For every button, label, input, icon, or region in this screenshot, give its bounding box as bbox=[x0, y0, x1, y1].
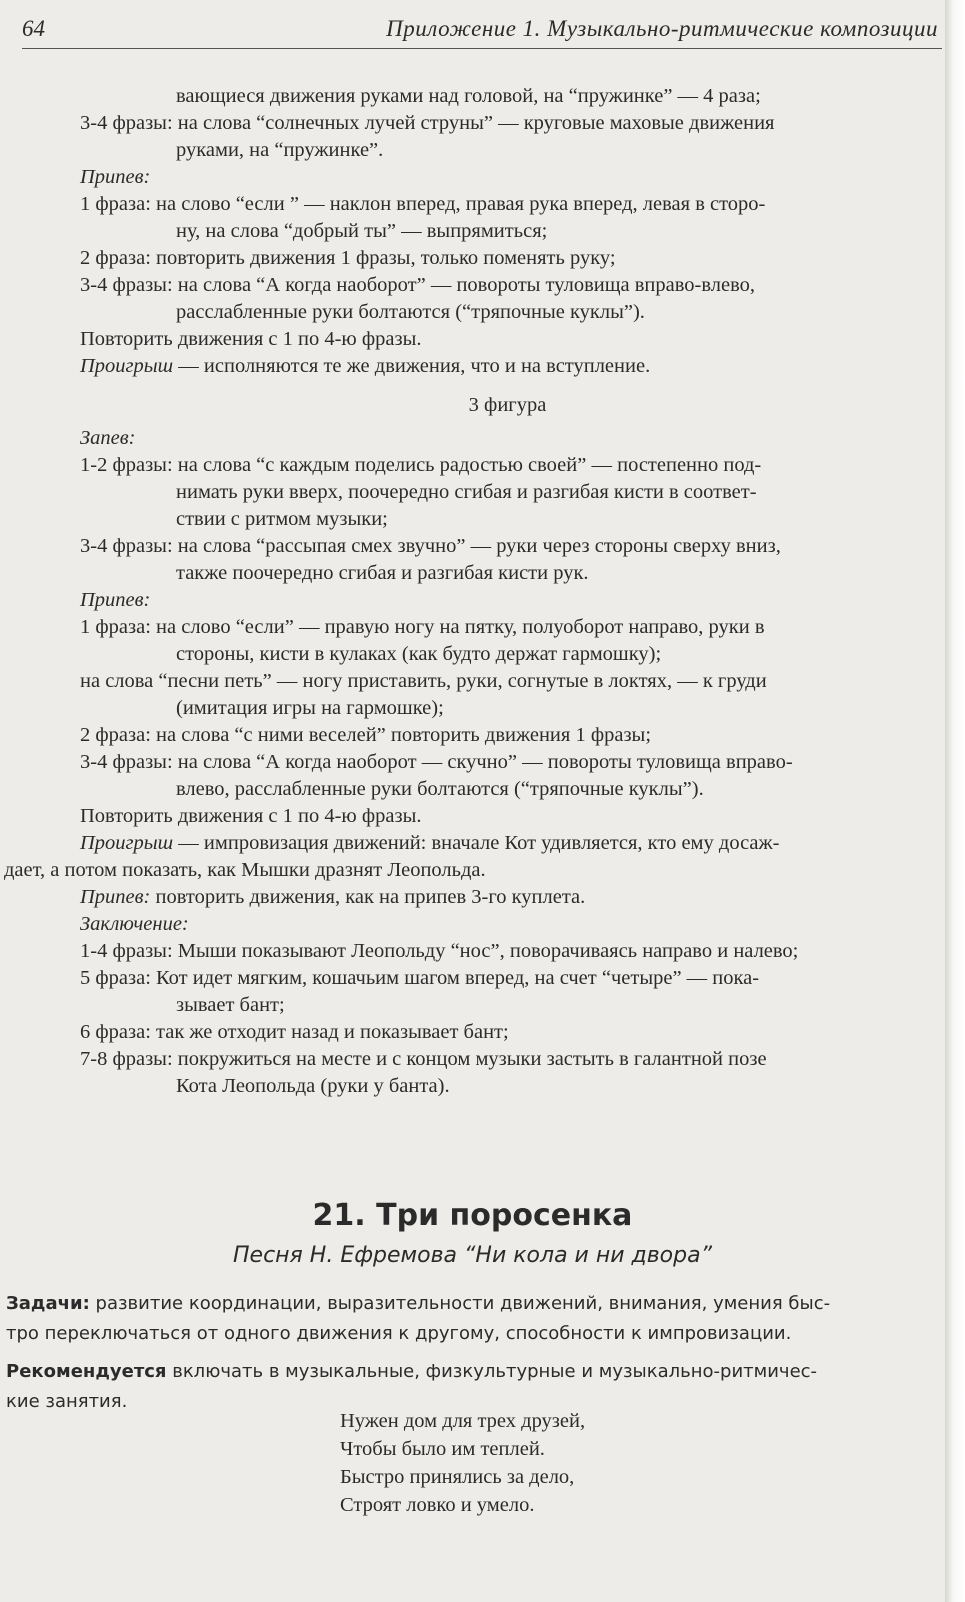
text-line bbox=[80, 884, 935, 911]
text-line: 5 фраза: Кот идет мягким, кошачьим шагом вперед, на счет “четыре” — пока- bbox=[80, 967, 760, 989]
section-subtitle: Песня Н. Ефремова “Ни кола и ни двора” bbox=[233, 1243, 712, 1268]
line-text: — импровизация движений: вначале Кот удивляется, кто ему досаж- bbox=[173, 832, 780, 854]
text-line: 1-4 фразы: Мыши показывают Леопольду “нос”, поворачиваясь направо и налево; bbox=[80, 940, 799, 962]
text-line: Повторить движения с 1 по 4-ю фразы. bbox=[80, 805, 422, 827]
text-line: 3-4 фразы: на слова “А когда наоборот” — повороты туловища вправо-влево, bbox=[80, 274, 755, 296]
text-line: 6 фраза: так же отходит назад и показывает бант; bbox=[80, 1021, 509, 1043]
text-line: вающиеся движения руками над головой, на “пружинке” — 4 раза; bbox=[176, 85, 761, 107]
text-line: 1-2 фразы: на слова “с каждым поделись радостью своей” — постепенно под- bbox=[80, 454, 762, 476]
text-line: Кота Леопольда (руки у банта). bbox=[176, 1075, 450, 1097]
text-line: дает, а потом показать, как Мышки дразнят Леопольда. bbox=[4, 859, 486, 881]
text-line: ствии с ритмом музыки; bbox=[176, 508, 388, 530]
text-line: ну, на слова “добрый ты” — выпрямиться; bbox=[176, 220, 548, 242]
page-number: 64 bbox=[22, 16, 45, 41]
text-line: на слова “песни петь” — ногу приставить, руки, согнутые в локтях, — к груди bbox=[80, 670, 767, 692]
text-line: руками, на “пружинке”. bbox=[176, 139, 384, 161]
figure-heading: 3 фигура bbox=[468, 394, 547, 416]
poem-line: Быстро принялись за дело, bbox=[340, 1466, 575, 1488]
recommend-text-1: включать в музыкальные, физкультурные и музыкально-ритмичес- bbox=[166, 1361, 818, 1382]
text-line: 2 фраза: на слова “с ними веселей” повторить движения 1 фразы; bbox=[80, 724, 652, 746]
italic-label: Проигрыш bbox=[80, 355, 174, 377]
subheading: Заключение: bbox=[80, 913, 189, 935]
poem-line: Нужен дом для трех друзей, bbox=[340, 1410, 586, 1432]
text-line: 1 фраза: на слово “если” — правую ногу на пятку, полуоборот направо, руки в bbox=[80, 616, 765, 638]
subheading: Припев: bbox=[80, 589, 151, 611]
text-line: зывает бант; bbox=[176, 994, 285, 1016]
subheading: Запев: bbox=[80, 427, 136, 449]
text-line: Повторить движения с 1 по 4-ю фразы. bbox=[80, 328, 422, 350]
text-line: 3-4 фразы: на слова “А когда наоборот — скучно” — повороты туловища вправо- bbox=[80, 751, 793, 773]
text-line: стороны, кисти в кулаках (как будто держат гармошку); bbox=[176, 643, 662, 665]
text-line: 1 фраза: на слово “если ” — наклон вперед, правая рука вперед, левая в сторо- bbox=[80, 193, 766, 215]
poem-line: Чтобы было им теплей. bbox=[340, 1438, 545, 1460]
text-line: 3-4 фразы: на слова “рассыпая смех звучно” — руки через стороны сверху вниз, bbox=[80, 535, 781, 557]
text-line bbox=[80, 830, 935, 857]
line-text: — исполняются те же движения, что и на вступление. bbox=[173, 355, 651, 377]
line-text: повторить движения, как на припев 3-го куплета. bbox=[150, 886, 586, 908]
tasks-paragraph bbox=[6, 1289, 941, 1349]
text-line bbox=[80, 353, 935, 380]
recommend-label: Рекомендуется bbox=[6, 1361, 167, 1382]
text-line: (имитация игры на гармошке); bbox=[176, 697, 444, 719]
italic-label: Проигрыш bbox=[80, 832, 174, 854]
text-line: 2 фраза: повторить движения 1 фразы, только поменять руку; bbox=[80, 247, 616, 269]
poem bbox=[340, 1407, 585, 1519]
tasks-label: Задачи: bbox=[6, 1293, 90, 1314]
poem-line: Строят ловко и умело. bbox=[340, 1494, 535, 1516]
page-edge bbox=[945, 0, 965, 1602]
text-line: влево, расслабленные руки болтаются (“тряпочные куклы”). bbox=[176, 778, 704, 800]
text-line: нимать руки вверх, поочередно сгибая и разгибая кисти в соответ- bbox=[176, 481, 757, 503]
subheading: Припев: bbox=[80, 166, 151, 188]
running-title: Приложение 1. Музыкально-ритмические композиции bbox=[386, 16, 938, 41]
recommend-text-2: кие занятия. bbox=[6, 1391, 128, 1412]
page-header bbox=[22, 14, 942, 49]
text-line: расслабленные руки болтаются (“тряпочные куклы”). bbox=[176, 301, 645, 323]
text-line: 7-8 фразы: покружиться на месте и с концом музыки застыть в галантной позе bbox=[80, 1048, 767, 1070]
italic-label: Припев: bbox=[80, 886, 151, 908]
tasks-text-2: тро переключаться от одного движения к другому, способности к импровизации. bbox=[6, 1323, 792, 1344]
text-line: также поочередно сгибая и разгибая кисти рук. bbox=[176, 562, 589, 584]
tasks-text-1: развитие координации, выразительности движений, внимания, умения быс- bbox=[89, 1293, 831, 1314]
text-line: 3-4 фразы: на слова “солнечных лучей струны” — круговые маховые движения bbox=[80, 112, 775, 134]
body-text bbox=[4, 83, 935, 1100]
section-title: 21. Три поросенка bbox=[312, 1198, 633, 1233]
